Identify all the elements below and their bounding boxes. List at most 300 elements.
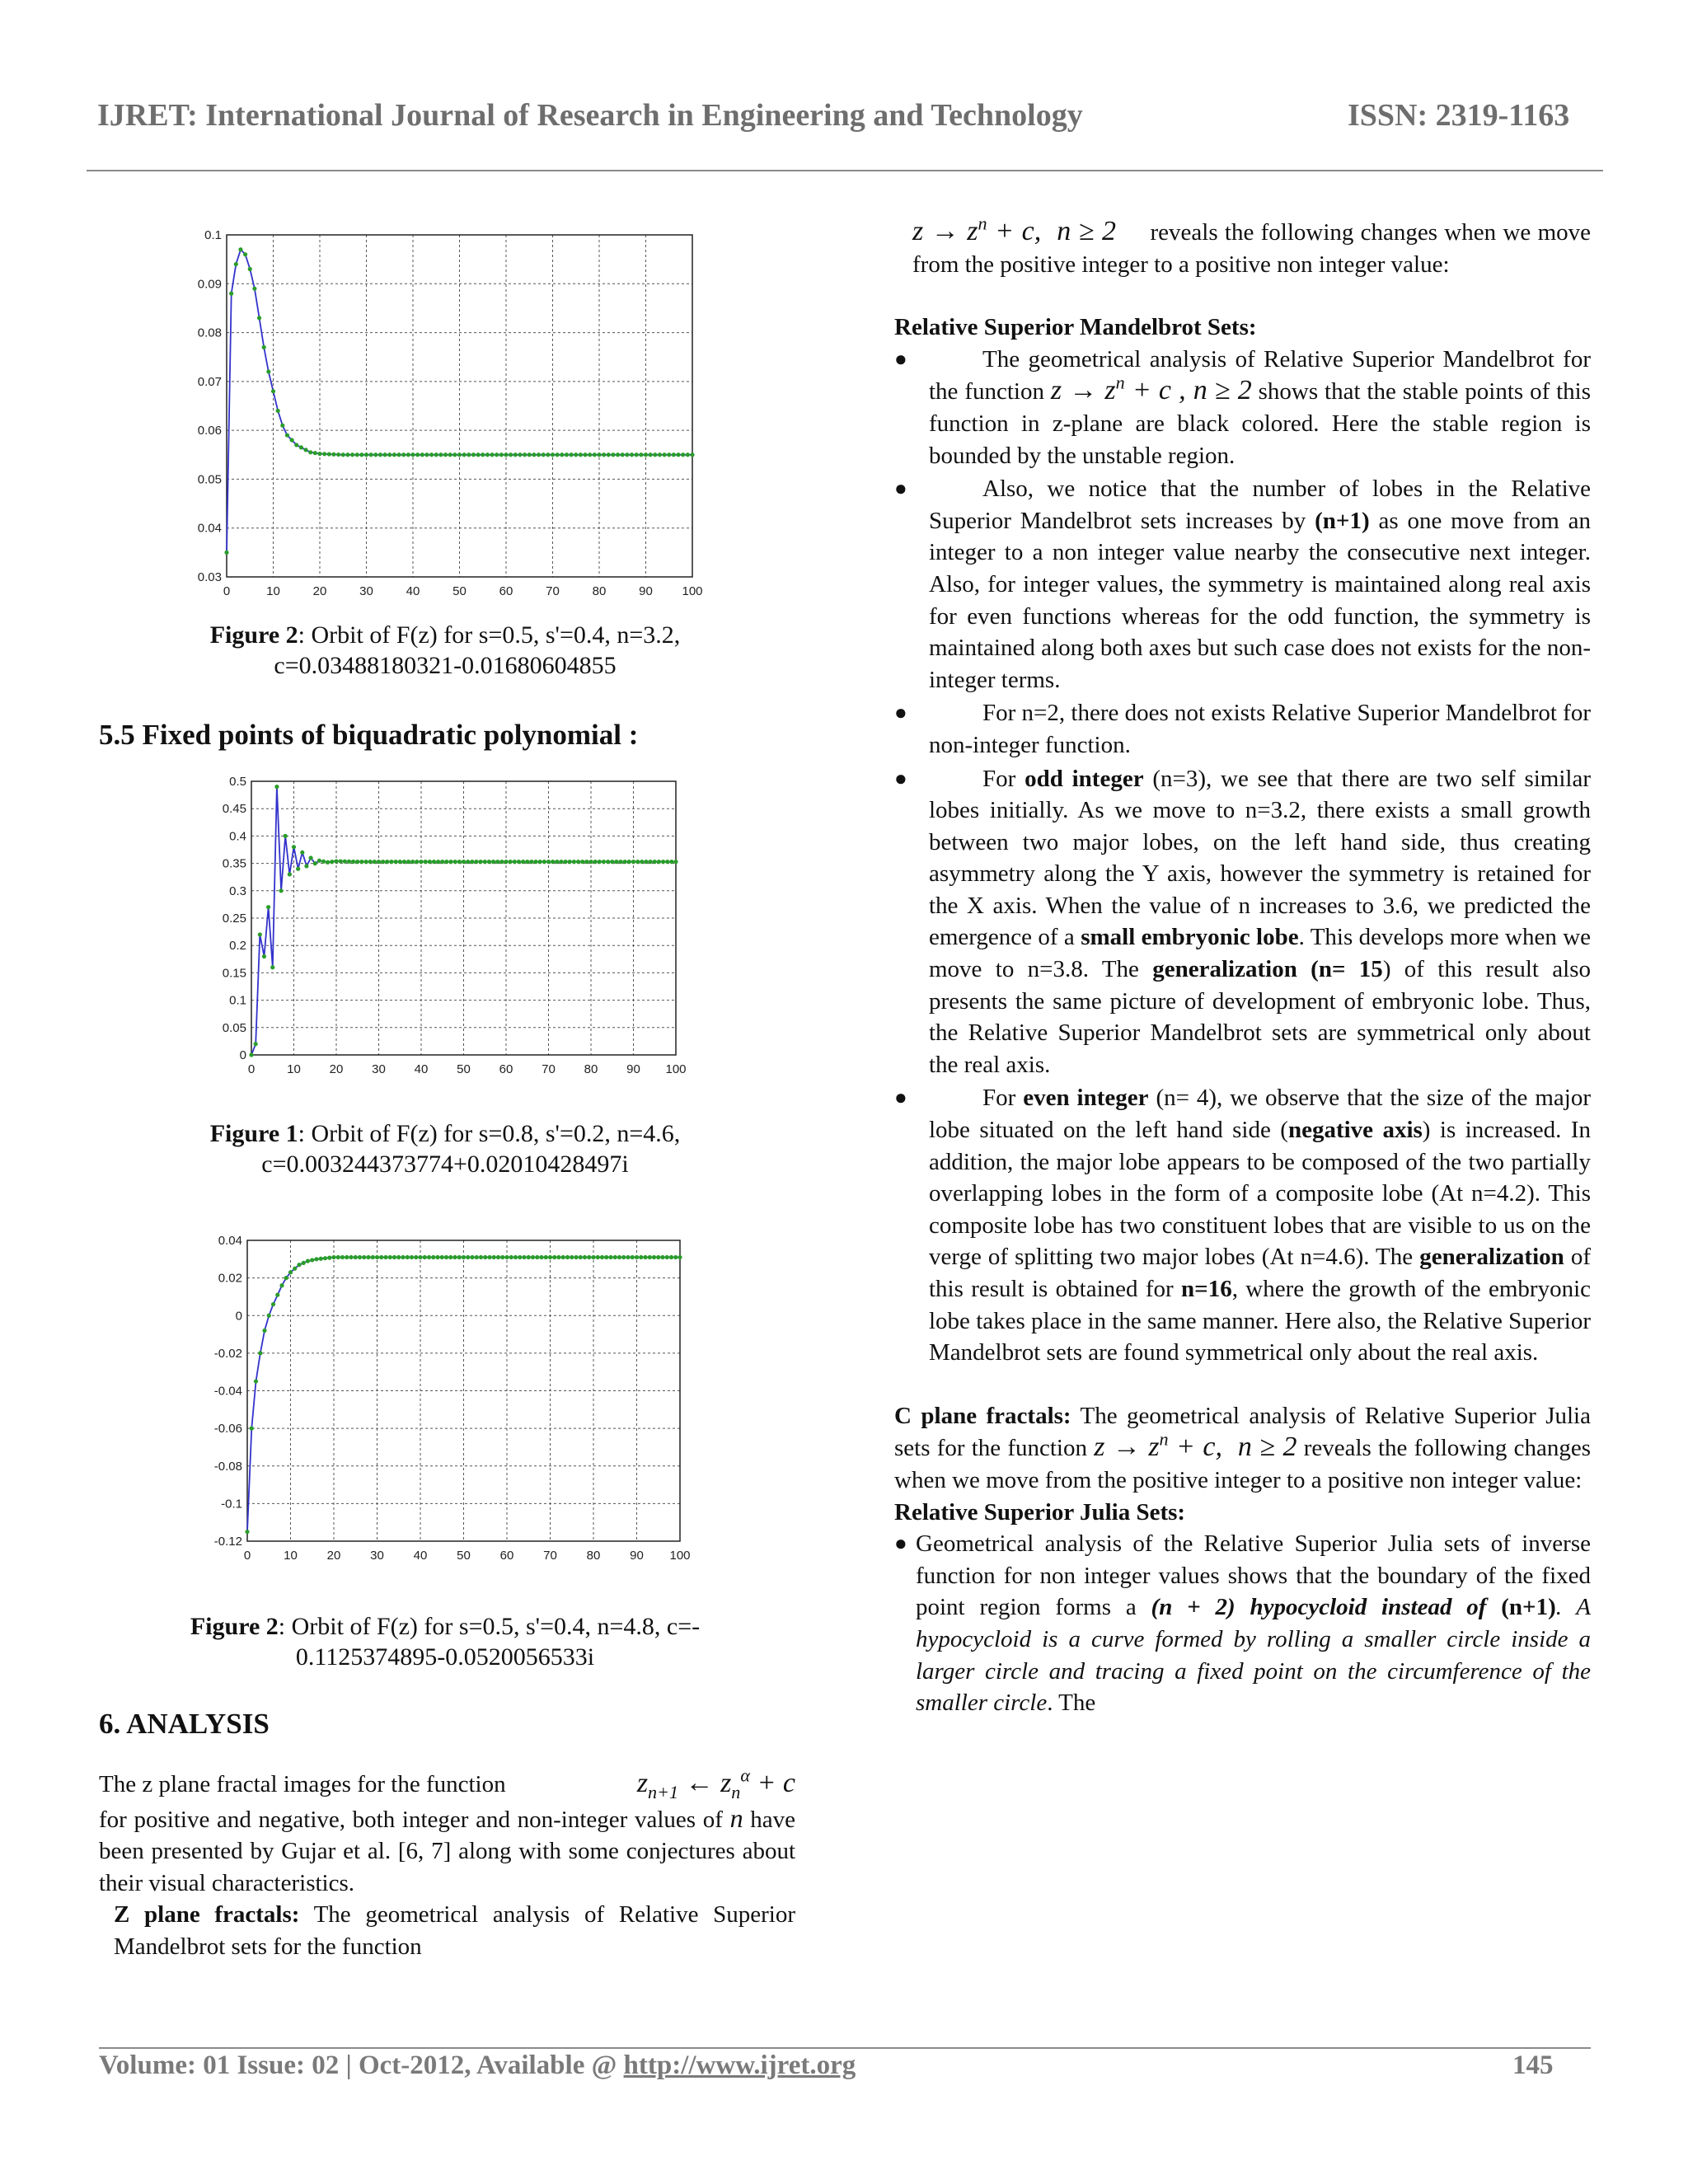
data-point — [431, 1255, 435, 1259]
x-tick-label: 40 — [414, 1062, 429, 1076]
data-point — [539, 1255, 543, 1259]
x-tick-label: 30 — [372, 1062, 386, 1076]
data-point — [369, 452, 373, 457]
data-point — [354, 1255, 358, 1259]
data-point — [294, 443, 298, 447]
data-point — [238, 247, 242, 251]
data-point — [258, 1351, 262, 1355]
data-point — [533, 860, 537, 864]
section-6-heading: 6. ANALYSIS — [99, 1708, 270, 1740]
x-tick-label: 20 — [312, 584, 327, 598]
data-point — [640, 860, 644, 864]
data-point — [491, 860, 495, 864]
x-tick-label: 0 — [247, 1062, 256, 1076]
data-point — [248, 267, 252, 271]
data-point — [424, 860, 428, 864]
rsm-bullet-2: ● Also, we notice that the number of lobes in the Relative Superior Mandelbrot sets increases by (n+1) as one move from an integer to a non integer value nearby the consecutive next integer. Also, for integer values, the symmetry is maintained along real axis for even functions whereas for the odd function, the symmetry is maintained along both axes but such case does not exists for the non-integer terms. — [894, 476, 1592, 693]
x-tick-label: 60 — [499, 1549, 514, 1563]
data-point — [457, 860, 462, 864]
y-tick-label: 0.05 — [222, 1020, 246, 1035]
data-point — [300, 851, 304, 855]
data-point — [440, 1255, 444, 1259]
data-point — [371, 1255, 375, 1259]
data-point — [635, 1255, 639, 1259]
data-point — [676, 452, 680, 457]
data-point — [243, 252, 247, 256]
data-point — [470, 860, 474, 864]
data-point — [440, 860, 444, 864]
data-point — [600, 1255, 604, 1259]
data-point — [358, 1255, 362, 1259]
y-tick-label: 0.09 — [197, 277, 222, 292]
data-point — [359, 452, 363, 457]
data-point — [351, 860, 355, 864]
data-point — [551, 452, 555, 457]
data-point — [415, 860, 419, 864]
data-point — [665, 860, 669, 864]
data-point — [635, 452, 639, 457]
data-point — [667, 452, 671, 457]
x-tick-label: 10 — [266, 584, 280, 598]
data-point — [444, 860, 448, 864]
data-point — [499, 452, 504, 457]
data-point — [276, 409, 280, 413]
data-point — [462, 860, 466, 864]
data-point — [317, 452, 321, 456]
data-point — [653, 452, 657, 457]
y-tick-label: 0 — [239, 1048, 246, 1062]
x-tick-label: 40 — [406, 584, 420, 598]
data-point — [495, 860, 499, 864]
data-point — [509, 860, 513, 864]
data-point — [631, 860, 635, 864]
rsm-bullet-5: ● For even integer (n= 4), we observe that the size of the major lobe situated on the left hand side (negative axis) is increased. In addition, the major lobe appears to be composed of the two partially overlapping lobes in the form of a composite lobe (At n=4.2). This composite lobe has two constituent lobes that are visible to us on the verge of splitting two major lobes (At n=4.6). The generalization of this result is obtained for n=16, where the growth of the embryonic lobe takes place in the same manner. Here also, the Relative Superior Mandelbrot sets are found symmetrical only about the real axis. — [894, 1085, 1592, 1366]
data-point — [288, 1270, 293, 1274]
data-point — [570, 1255, 574, 1259]
chart-fig2a — [177, 227, 705, 602]
data-point — [418, 1255, 422, 1259]
data-point — [584, 860, 588, 864]
data-point — [555, 860, 559, 864]
y-tick-label: 0.45 — [222, 802, 246, 817]
data-point — [435, 1255, 439, 1259]
data-point — [377, 860, 381, 864]
data-point — [308, 450, 312, 454]
x-tick-label: 90 — [639, 584, 653, 598]
data-point — [492, 1255, 496, 1259]
data-point — [529, 860, 533, 864]
data-point — [606, 860, 610, 864]
data-point — [331, 1255, 335, 1259]
data-point — [271, 1302, 275, 1306]
y-tick-label: 0.07 — [197, 374, 222, 389]
data-point — [427, 1255, 431, 1259]
data-point — [631, 1255, 635, 1259]
data-point — [475, 1255, 479, 1259]
data-point — [593, 860, 598, 864]
data-point — [644, 860, 648, 864]
x-tick-label: 80 — [584, 1062, 598, 1076]
rsj-bullet-1: ● Geometrical analysis of the Relative Superior Julia sets of inverse function for non integer values shows that the boundary of the fixed point region forms a (n + 2) hypocycloid instead of (n+1). A hypocycloid is a curve formed by rolling a smaller circle inside a larger circle and tracing a fixed point on the circumference of the smaller circle. The — [894, 1530, 1592, 1717]
data-point — [672, 452, 676, 457]
data-point — [607, 452, 611, 457]
data-point — [428, 860, 432, 864]
data-point — [331, 452, 335, 457]
footer-rule — [99, 2047, 1591, 2049]
data-point — [591, 1255, 595, 1259]
data-point — [410, 860, 415, 864]
data-point — [379, 1255, 383, 1259]
data-point — [471, 452, 476, 457]
data-point — [304, 864, 308, 868]
data-point — [290, 438, 294, 442]
data-point — [401, 1255, 405, 1259]
x-tick-label: 100 — [669, 1549, 691, 1563]
data-point — [542, 452, 546, 457]
data-point — [576, 860, 580, 864]
data-point — [254, 1042, 258, 1046]
data-point — [686, 452, 690, 457]
data-point — [280, 424, 284, 428]
data-point — [560, 452, 564, 457]
data-point — [262, 1329, 266, 1333]
issn: ISSN: 2319-1163 — [1348, 98, 1570, 133]
y-tick-label: -0.04 — [213, 1384, 242, 1399]
data-point — [532, 452, 536, 457]
data-point — [401, 452, 406, 457]
data-point — [564, 860, 568, 864]
data-point — [509, 1255, 513, 1259]
data-point — [635, 860, 640, 864]
data-point — [262, 954, 266, 958]
data-point — [385, 860, 389, 864]
y-tick-label: -0.06 — [213, 1422, 242, 1436]
x-tick-label: 60 — [499, 584, 513, 598]
y-tick-label: 0.5 — [229, 775, 246, 789]
data-point — [420, 452, 424, 457]
data-point — [347, 860, 351, 864]
data-point — [292, 845, 296, 849]
data-point — [284, 834, 288, 838]
data-point — [366, 1255, 370, 1259]
data-point — [658, 452, 662, 457]
data-point — [496, 1255, 500, 1259]
data-point — [474, 860, 478, 864]
data-point — [630, 452, 634, 457]
x-tick-label: 80 — [586, 1549, 601, 1563]
data-point — [429, 452, 434, 457]
data-point — [452, 1255, 457, 1259]
data-point — [466, 1255, 470, 1259]
data-point — [326, 860, 330, 865]
data-point — [406, 452, 410, 457]
data-point — [279, 888, 283, 893]
data-point — [499, 860, 504, 864]
data-point — [523, 452, 527, 457]
journal-link[interactable]: http://www.ijret.org — [623, 2050, 856, 2080]
chart-fig1 — [202, 773, 688, 1080]
y-tick-label: 0 — [235, 1309, 242, 1324]
data-point — [254, 1379, 258, 1383]
data-point — [462, 1255, 466, 1259]
x-tick-label: 30 — [370, 1549, 384, 1563]
data-point — [504, 1255, 509, 1259]
data-point — [525, 860, 529, 864]
data-point — [649, 860, 653, 864]
data-point — [423, 1255, 427, 1259]
data-point — [444, 1255, 448, 1259]
rsm-bullet-1: ● The geometrical analysis of Relative Superior Mandelbrot for the function $z \to z^n + c$ , n ≥ 2 shows that the stable points of this function in z-plane are black colored. Here the stable region is bounded by the unstable region. — [894, 345, 1592, 469]
data-point — [538, 860, 542, 864]
data-point — [565, 452, 569, 457]
data-point — [656, 1255, 660, 1259]
data-point — [355, 860, 359, 864]
data-point — [453, 860, 457, 864]
data-point — [402, 860, 406, 864]
x-tick-label: 80 — [592, 584, 607, 598]
data-point — [322, 452, 326, 456]
data-point — [321, 860, 326, 864]
data-point — [462, 452, 467, 457]
data-point — [483, 860, 487, 864]
data-point — [644, 452, 648, 457]
data-point — [648, 1255, 652, 1259]
rsm-bullet-3: ● For n=2, there does not exists Relative Superior Mandelbrot for non-integer function. — [894, 700, 1591, 758]
data-point — [250, 1427, 254, 1431]
x-tick-label: 50 — [452, 584, 467, 598]
x-tick-label: 50 — [457, 1062, 471, 1076]
data-point — [621, 1255, 626, 1259]
data-point — [288, 872, 292, 876]
equation-z-n-plus-1: $z_{n+1}$ ← $z_n^\alpha + c$ — [636, 1765, 795, 1802]
data-point — [388, 1255, 392, 1259]
data-point — [544, 1255, 548, 1259]
data-point — [579, 452, 583, 457]
y-tick-label: 0.1 — [229, 993, 246, 1008]
y-tick-label: 0.03 — [197, 570, 222, 584]
data-point — [285, 433, 289, 437]
right-column: $z \to z^n + c$, n ≥ 2 reveals the following changes when we move from the positive integer to a positive non integer value: Relative Superior Mandelbrot Sets: ● The geometrical analysis of Relative Superior Mandelbrot for the function $z \to z^n + c$ , n ≥ 2 shows that the stable points of this function in z-plane are black colored. Here the stable region is bounded by the unstable region. ● Also, we notice that the number of lobes in the Relative Superior Mandelbrot sets increases by (n+1) as one move from an integer to a non integer value nearby the consecutive next integer. Also, for integer values, the symmetry is maintained along real axis for even functions whereas for the odd function, the symmetry is maintained along both axes but such case does not exists for the non-integer terms. ● For n=2, there does not exists Relative Superior Mandelbrot for non-integer function. ● For odd integer (n=3), we see that there are two self similar lobes initially. As we move to n=3.2, there exists a small growth between two major lobes, on the left hand side, thus creating asymmetry along the Y axis, however the symmetry is retained for the X axis. When the value of n increases to 3.6, we predicted the emergence of a small embryonic lobe. This develops more when we move to n=3.8. The generalization (n= 15) of this result also presents the same picture of development of embryonic lobe. Thus, the Relative Superior Mandelbrot sets are symmetrical only about the real axis. ● For even integer (n= 4), we observe that the size of the major lobe situated on the left hand side (negative axis) is increased. In addition, the major lobe appears to be composed of the two partially overlapping lobes in the form of a composite lobe (At n=4.2). This composite lobe has two constituent lobes that are visible to us on the verge of splitting two major lobes (At n=4.6). The generalization of this result is obtained for n=16, where the growth of the embryonic lobe takes place in the same manner. Here also, the Relative Superior Mandelbrot sets are found symmetrical only about the real axis. C plane fractals: The geometrical analysis of Relative Superior Julia sets for the function $z \to z^n + c$, n ≥ 2 reveals the following changes when we move from the positive integer to a positive non integer value: Relative Superior Julia Sets: ● Geometrical analysis of the Relative Superior Julia sets of inverse function for non integer values shows that the boundary of the fixed point region forms a (n + 2) hypocycloid instead of (n+1). A hypocycloid is a curve formed by rolling a smaller circle inside a larger circle and tracing a fixed point on the circumference of the smaller circle. The — [894, 216, 1591, 1721]
data-point — [343, 860, 347, 864]
data-point — [258, 932, 262, 936]
data-point — [579, 1255, 583, 1259]
data-point — [522, 1255, 526, 1259]
data-point — [588, 860, 593, 864]
data-point — [448, 860, 452, 864]
data-point — [652, 1255, 656, 1259]
data-point — [669, 860, 673, 864]
data-point — [293, 1267, 297, 1271]
y-tick-label: 0.08 — [197, 326, 222, 340]
data-point — [341, 452, 345, 457]
data-point — [229, 292, 233, 296]
data-point — [317, 859, 321, 863]
data-point — [639, 1255, 643, 1259]
data-point — [602, 860, 606, 864]
data-point — [639, 452, 643, 457]
data-point — [604, 1255, 608, 1259]
section-5-5-heading: 5.5 Fixed points of biquadratic polynomial : — [99, 719, 639, 751]
data-point — [552, 1255, 556, 1259]
data-point — [252, 287, 256, 291]
data-point — [387, 452, 392, 457]
data-point — [556, 1255, 560, 1259]
data-point — [618, 860, 622, 864]
data-point — [596, 1255, 600, 1259]
data-point — [375, 1255, 379, 1259]
x-tick-label: 10 — [284, 1549, 298, 1563]
data-point — [350, 452, 354, 457]
data-point — [466, 860, 470, 864]
data-point — [334, 859, 338, 863]
data-point — [649, 452, 653, 457]
data-point — [617, 1255, 621, 1259]
data-point — [249, 1052, 253, 1057]
data-point — [598, 860, 602, 864]
cplane-paragraph: C plane fractals: The geometrical analysis of Relative Superior Julia sets for the function $z \to z^n + c$, n ≥ 2 reveals the following changes when we move from the positive integer to a positive non integer value: — [894, 1402, 1591, 1493]
data-point — [548, 1255, 552, 1259]
data-point — [665, 1255, 669, 1259]
data-point — [613, 1255, 617, 1259]
data-point — [424, 452, 429, 457]
data-point — [336, 1255, 340, 1259]
y-tick-label: 0.02 — [218, 1271, 242, 1286]
data-point — [368, 860, 373, 864]
data-point — [336, 452, 340, 457]
data-point — [270, 965, 274, 969]
data-point — [504, 452, 508, 457]
data-point — [339, 859, 343, 863]
data-point — [660, 1255, 664, 1259]
data-point — [340, 1255, 345, 1259]
data-point — [319, 1257, 323, 1261]
data-point — [625, 452, 629, 457]
y-tick-label: 0.2 — [229, 939, 246, 954]
y-tick-label: 0.1 — [204, 228, 222, 242]
x-tick-label: 20 — [329, 1062, 344, 1076]
data-point — [296, 867, 300, 871]
data-point — [504, 860, 508, 864]
data-point — [406, 860, 410, 864]
data-point — [327, 452, 331, 456]
data-point — [479, 1255, 483, 1259]
y-tick-label: 0.04 — [197, 521, 222, 536]
data-point — [448, 1255, 452, 1259]
data-point — [513, 1255, 518, 1259]
data-point — [448, 452, 452, 457]
x-tick-label: 20 — [326, 1549, 341, 1563]
data-point — [673, 1255, 678, 1259]
data-point — [314, 1257, 318, 1261]
data-point — [457, 1255, 462, 1259]
data-point — [359, 860, 363, 864]
x-tick-label: 0 — [223, 584, 231, 598]
data-point — [309, 855, 313, 860]
page-number: 145 — [1512, 2050, 1554, 2080]
data-point — [495, 452, 499, 457]
data-point — [653, 860, 657, 864]
x-tick-label: 0 — [243, 1549, 251, 1563]
data-point — [574, 1255, 578, 1259]
data-point — [535, 1255, 539, 1259]
header-rule — [87, 170, 1603, 171]
rsm-bullet-4: ● For odd integer (n=3), we see that there are two self similar lobes initially. As we move to n=3.2, there exists a small growth between two major lobes, on the left hand side, thus creating asymmetry along the Y axis, however the symmetry is retained for the X axis. When the value of n increases to 3.6, we predicted the emergence of a small embryonic lobe. This develops more when we move to n=3.8. The generalization (n= 15) of this result also presents the same picture of development of embryonic lobe. Thus, the Relative Superior Mandelbrot sets are symmetrical only about the real axis. — [894, 765, 1592, 1078]
data-point — [414, 1255, 418, 1259]
x-tick-label: 10 — [287, 1062, 301, 1076]
fig2a-caption: Figure 2: Orbit of F(z) for s=0.5, s'=0.4, n=3.2, c=0.03488180321-0.01680604855 — [209, 621, 681, 679]
data-point — [518, 452, 522, 457]
data-point — [443, 452, 448, 457]
x-tick-label: 50 — [457, 1549, 471, 1563]
fig2b-caption: Figure 2: Orbit of F(z) for s=0.5, s'=0.4, n=4.8, c=- 0.1125374895-0.0520056533i — [190, 1613, 701, 1671]
data-point — [593, 452, 597, 457]
data-point — [398, 860, 402, 864]
data-point — [661, 860, 665, 864]
data-point — [531, 1255, 535, 1259]
data-point — [657, 860, 661, 864]
data-point — [611, 452, 615, 457]
y-tick-label: -0.08 — [213, 1459, 242, 1474]
data-point — [299, 445, 303, 449]
data-point — [587, 1255, 591, 1259]
data-point — [392, 1255, 396, 1259]
data-point — [597, 452, 601, 457]
y-tick-label: 0.15 — [222, 966, 246, 981]
y-tick-label: 0.05 — [197, 472, 222, 487]
data-point — [419, 860, 423, 864]
data-point — [513, 452, 518, 457]
data-point — [572, 860, 576, 864]
data-point — [521, 860, 525, 864]
data-point — [481, 452, 485, 457]
data-point — [415, 452, 420, 457]
data-point — [257, 316, 261, 320]
data-point — [663, 452, 667, 457]
data-point — [476, 452, 481, 457]
y-tick-label: 0.04 — [218, 1234, 242, 1248]
data-point — [271, 389, 275, 393]
data-point — [267, 1314, 271, 1318]
data-point — [410, 1255, 414, 1259]
x-tick-label: 40 — [413, 1549, 428, 1563]
x-tick-label: 90 — [630, 1549, 644, 1563]
equation-z-to-zn-c: $z \to z^n + c$, n ≥ 2 — [912, 213, 1117, 246]
data-point — [546, 452, 550, 457]
data-point — [690, 452, 694, 457]
data-point — [432, 860, 436, 864]
data-point — [546, 860, 551, 864]
data-point — [580, 860, 584, 864]
data-point — [381, 860, 385, 864]
data-point — [410, 452, 415, 457]
data-point — [551, 860, 555, 864]
data-point — [583, 452, 587, 457]
data-point — [383, 452, 387, 457]
data-point — [457, 452, 462, 457]
data-point — [274, 785, 279, 789]
data-point — [673, 860, 678, 864]
data-point — [574, 452, 578, 457]
data-point — [565, 1255, 570, 1259]
data-point — [245, 1530, 249, 1534]
data-point — [224, 551, 228, 555]
data-point — [485, 452, 490, 457]
data-point — [678, 1255, 682, 1259]
y-tick-label: 0.06 — [197, 424, 222, 438]
data-point — [284, 1276, 288, 1280]
data-point — [517, 860, 521, 864]
data-point — [570, 452, 574, 457]
